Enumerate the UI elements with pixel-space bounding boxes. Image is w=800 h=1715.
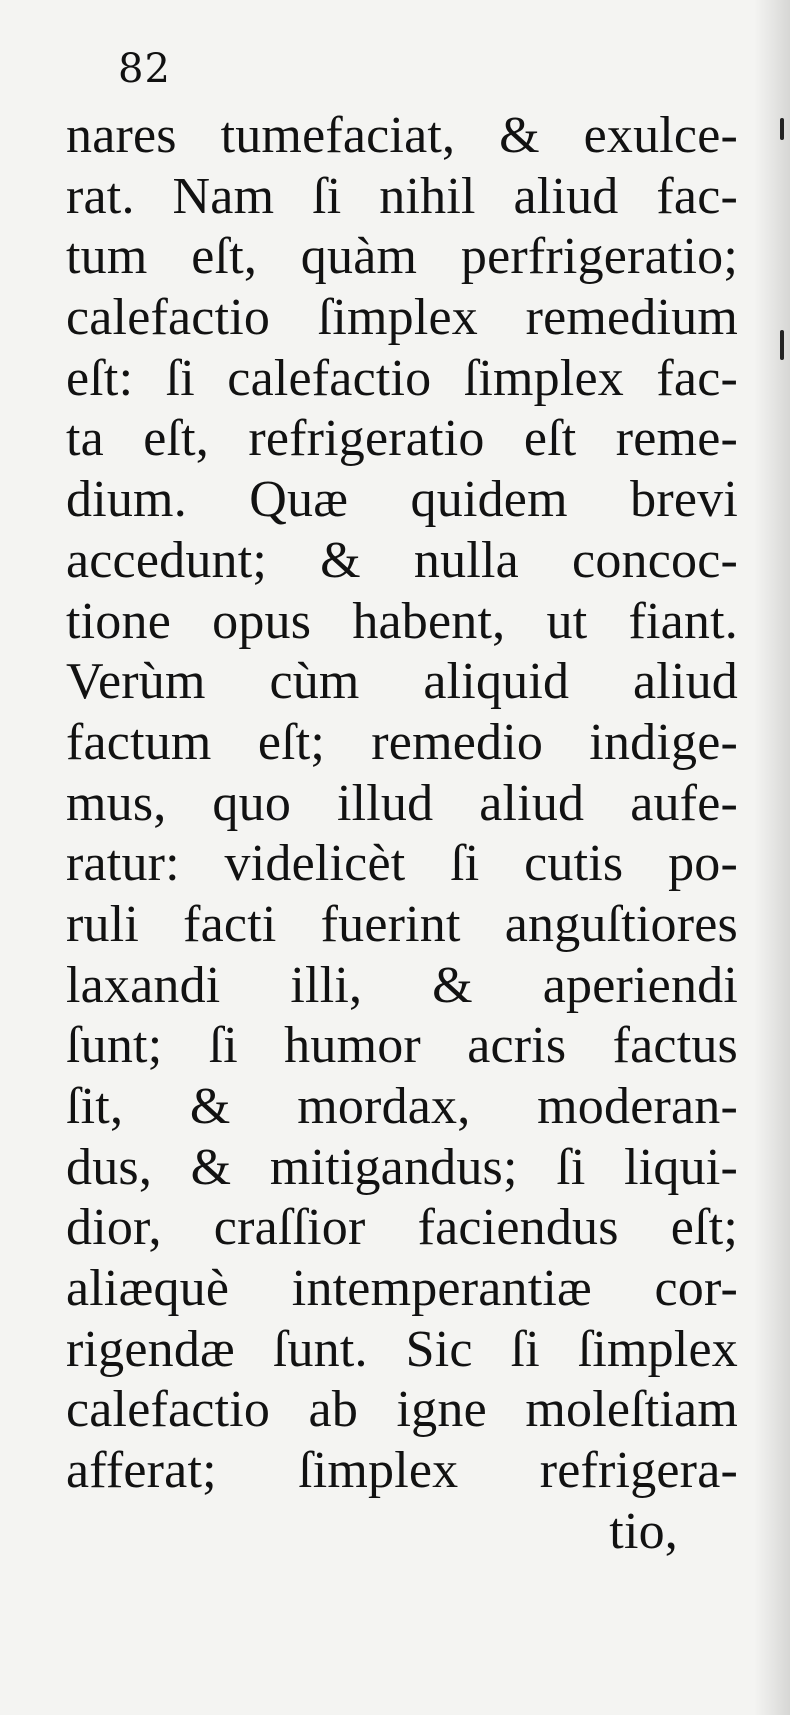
text-line: accedunt; & nulla concoc- [66, 531, 738, 589]
text-line: nares tumefaciat, & exulce- [66, 107, 738, 164]
text-line: calefactio ſimplex remedium [66, 289, 738, 347]
page-number: 82 [118, 46, 171, 92]
text-line: rat. Nam ſi nihil aliud fac- [66, 167, 738, 225]
text-line: mus, quo illud aliud aufe- [66, 774, 738, 832]
text-line: ta eſt, refrigeratio eſt reme- [66, 410, 738, 468]
text-line: ſit, & mordax, moderan- [66, 1078, 738, 1135]
edge-mark [780, 118, 784, 140]
text-line: ruli facti fuerint anguſtiores [66, 895, 738, 953]
text-line: calefactio ab igne moleſtiam [66, 1381, 738, 1439]
page-edge-marks [778, 0, 784, 1715]
text-line: ſunt; ſi humor acris factus [66, 1017, 738, 1075]
text-line: dior, craſſior faciendus eſt; [66, 1199, 738, 1257]
page-gutter-shadow [754, 0, 790, 1715]
text-line: dus, & mitigandus; ſi liqui- [66, 1138, 738, 1196]
text-line: rigendæ ſunt. Sic ſi ſimplex [66, 1320, 738, 1378]
text-line: tione opus habent, ut fiant. [66, 592, 738, 650]
edge-mark [780, 330, 784, 360]
catchword-line: tio, [609, 1502, 678, 1560]
text-line: factum eſt; remedio indige- [66, 713, 738, 771]
text-line: dium. Quæ quidem brevi [66, 471, 738, 529]
text-line: Verùm cùm aliquid aliud [66, 653, 738, 711]
body-text [66, 106, 738, 1563]
text-line: laxandi illi, & aperiendi [66, 956, 738, 1014]
text-line: tum eſt, quàm perfrigeratio; [66, 228, 738, 286]
text-line: aliæquè intemperantiæ cor- [66, 1260, 738, 1318]
text-line: ratur: videlicèt ſi cutis po- [66, 835, 738, 893]
text-line: afferat; ſimplex refrigera- [66, 1442, 738, 1500]
text-line: eſt: ſi calefactio ſimplex fac- [66, 349, 738, 407]
